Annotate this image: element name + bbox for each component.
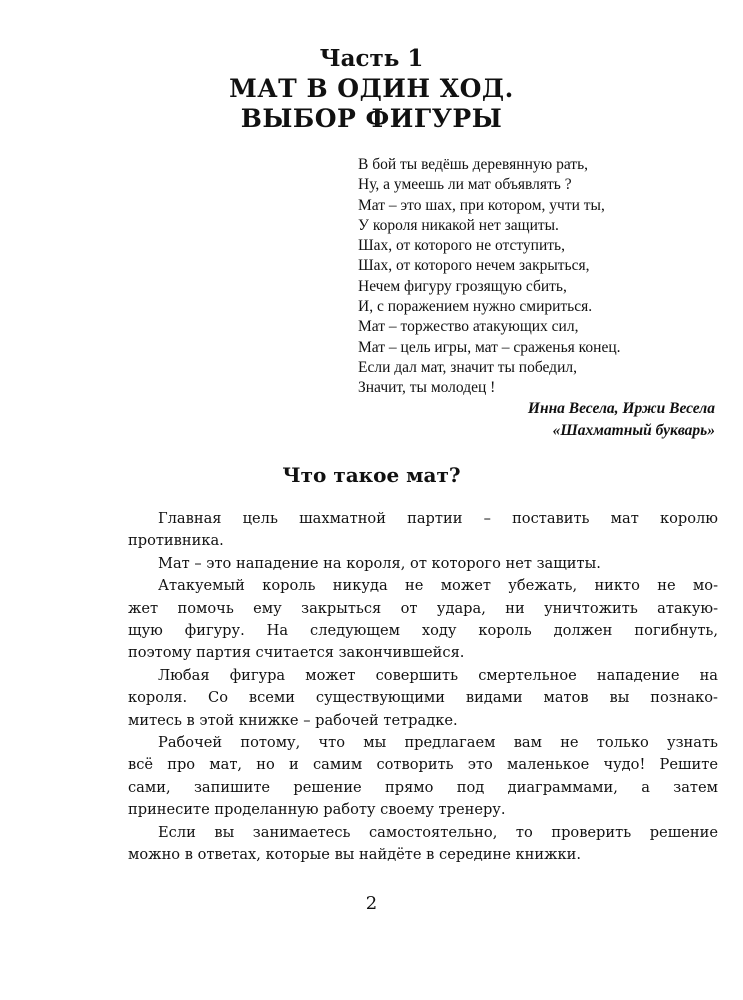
chapter-heading [0,44,743,134]
poem-line: Мат – торжество атакующих сил, [358,318,579,336]
part-number: Часть 1 [319,45,424,72]
poem-line: Если дал мат, значит ты победил, [358,358,577,376]
paragraph-line: короля. Со всеми существующими видами матов вы познако- [128,689,718,707]
poem-line: Нечем фигуру грозящую сбить, [358,277,567,295]
body-paragraph [128,665,718,732]
paragraph-line: сами, запишите решение прямо под диаграммами, а затем [128,778,718,796]
body-paragraph [128,575,718,665]
poem-attribution [528,398,715,442]
paragraph-line: жет помочь ему закрыться от удара, ни уничтожить атакую- [128,599,718,617]
poem-line: Шах, от которого не отступить, [358,237,565,255]
body-paragraph [128,822,718,867]
poem-line: Мат – цель игры, мат – сраженья конец. [358,338,621,356]
paragraph-line: принесите проделанную работу своему тренеру. [128,801,506,819]
paragraph-line: митесь в этой книжке – рабочей тетрадке. [128,711,458,729]
body-paragraph [128,732,718,822]
poem-source-book: «Шахматный букварь» [552,422,715,439]
paragraph-line: Атакуемый король никуда не может убежать, никто не мо- [158,577,718,595]
paragraph-line: Любая фигура может совершить смертельное нападение на [158,666,718,684]
poem-line: У короля никакой нет защиты. [358,216,559,234]
paragraph-line: поэтому партия считается закончившейся. [128,644,465,662]
poem-line: В бой ты ведёшь деревянную рать, [358,156,589,173]
body-paragraph [128,508,718,553]
poem-line: Мат – это шах, при котором, учти ты, [358,196,605,214]
poem-authors: Инна Весела, Иржи Весела [527,400,715,417]
section-body [128,508,718,867]
body-paragraph [128,553,718,575]
chapter-title-line-2: ВЫБОР ФИГУРЫ [240,104,503,133]
paragraph-line: всё про мат, но и самим сотворить это маленькое чудо! Решите [128,756,718,774]
section-title: Что такое мат? [282,463,461,487]
poem-line: Значит, ты молодец ! [358,379,496,397]
paragraph-line: щую фигуру. На следующем ходу король должен погибнуть, [128,622,718,640]
paragraph-line: Рабочей потому, что мы предлагаем вам не только узнать [158,734,718,752]
paragraph-line: Мат – это нападение на короля, от которого нет защиты. [158,554,601,572]
chapter-title-line-1: МАТ В ОДИН ХОД. [229,74,514,103]
poem-line: И, с поражением нужно смириться. [358,298,593,316]
paragraph-line: Главная цель шахматной партии – поставить мат королю [158,510,718,527]
epigraph-poem [358,155,718,399]
paragraph-line: Если вы занимаетесь самостоятельно, то проверить решение [158,823,718,841]
paragraph-line: можно в ответах, которые вы найдёте в середине книжки. [128,846,582,864]
poem-line: Шах, от которого нечем закрыться, [358,257,590,275]
paragraph-line: противника. [128,532,224,550]
poem-line: Ну, а умеешь ли мат объявлять ? [358,176,572,194]
page-number: 2 [365,893,378,914]
